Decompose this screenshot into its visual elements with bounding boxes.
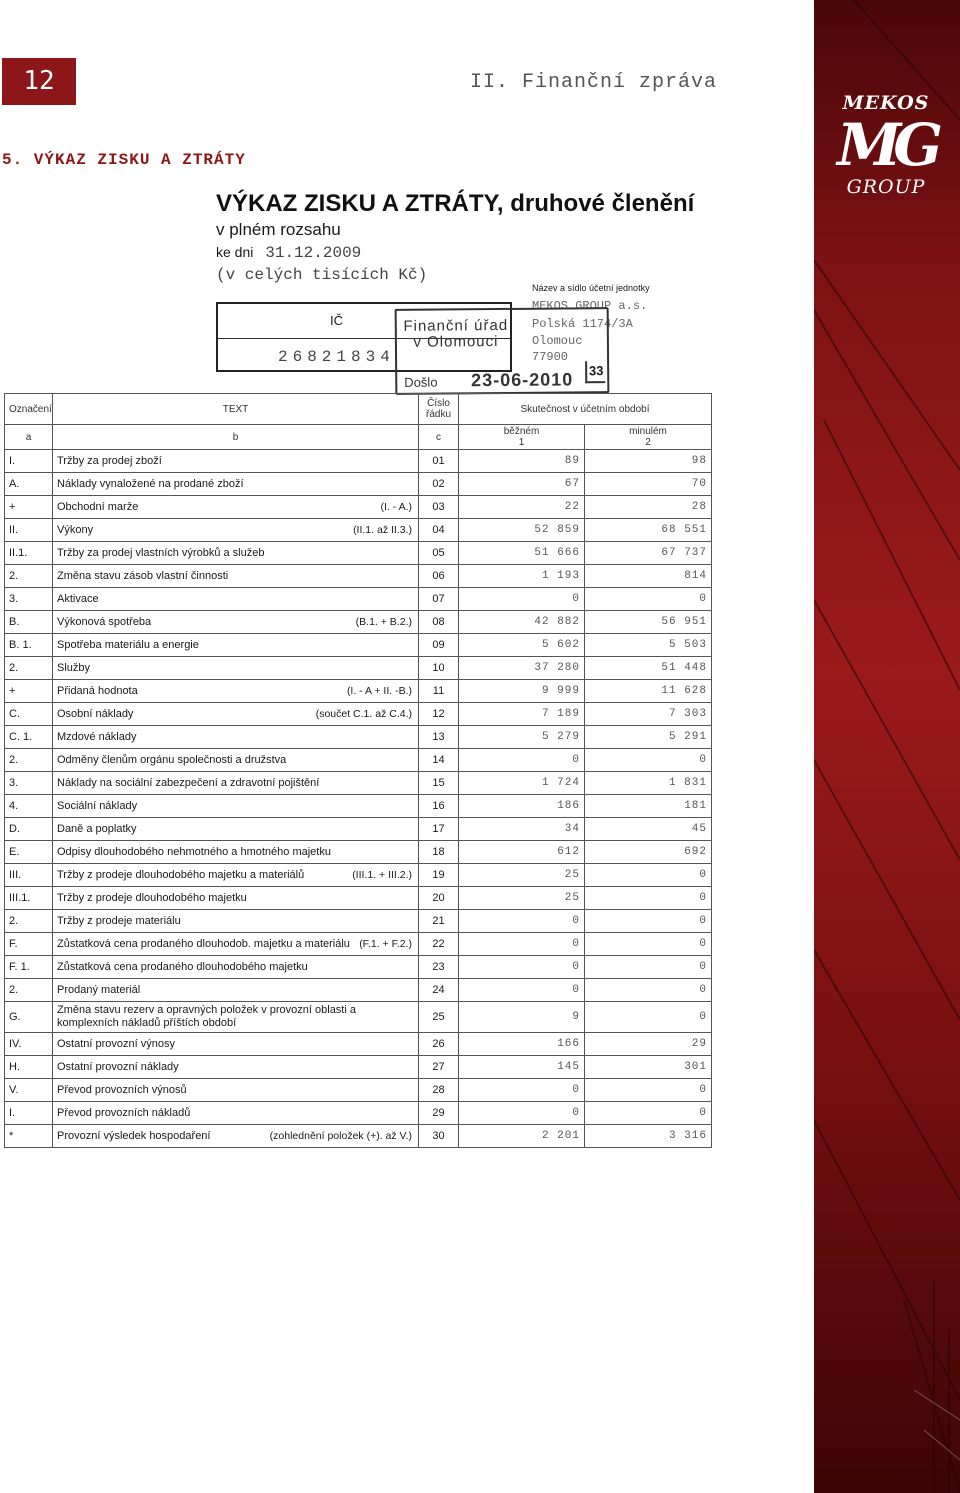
- row-current-value: 0: [459, 956, 585, 979]
- row-previous-value: 0: [585, 933, 712, 956]
- row-number: 30: [419, 1125, 459, 1148]
- row-designation: E.: [5, 841, 53, 864]
- header-col-1: 1: [518, 437, 525, 448]
- table-row: [5, 1079, 712, 1102]
- table-row: [5, 473, 712, 496]
- row-current-value: 51 666: [459, 542, 585, 565]
- row-label: Tržby z prodeje dlouhodobého majetku: [57, 892, 247, 904]
- entity-name: MEKOS GROUP a.s.: [532, 299, 648, 313]
- row-text: [53, 565, 419, 588]
- row-text: [53, 1125, 419, 1148]
- header-actual: Skutečnost v účetním období: [459, 394, 712, 425]
- row-formula: (F.1. + F.2.): [359, 938, 412, 950]
- row-text: [53, 864, 419, 887]
- row-current-value: 25: [459, 887, 585, 910]
- row-text: [53, 772, 419, 795]
- row-previous-value: 5 503: [585, 634, 712, 657]
- row-label: Provozní výsledek hospodaření: [57, 1130, 211, 1142]
- row-text: [53, 749, 419, 772]
- row-designation: IV.: [5, 1033, 53, 1056]
- row-label: Výkonová spotřeba: [57, 616, 152, 628]
- row-designation: I.: [5, 450, 53, 473]
- row-number: 29: [419, 1102, 459, 1125]
- row-text: [53, 910, 419, 933]
- row-current-value: 612: [459, 841, 585, 864]
- row-previous-value: 0: [585, 1002, 712, 1033]
- row-number: 12: [419, 703, 459, 726]
- row-number: 16: [419, 795, 459, 818]
- row-formula: (B.1. + B.2.): [355, 616, 412, 628]
- row-number: 07: [419, 588, 459, 611]
- row-number: 02: [419, 473, 459, 496]
- row-previous-value: 692: [585, 841, 712, 864]
- row-text: [53, 611, 419, 634]
- row-previous-value: 56 951: [585, 611, 712, 634]
- row-number: 15: [419, 772, 459, 795]
- row-designation: 2.: [5, 749, 53, 772]
- report-unit: (v celých tisících Kč): [216, 266, 428, 284]
- table-row: [5, 956, 712, 979]
- row-previous-value: 51 448: [585, 657, 712, 680]
- row-label: Spotřeba materiálu a energie: [57, 639, 199, 651]
- row-label: Mzdové náklady: [57, 731, 137, 743]
- table-row: [5, 772, 712, 795]
- row-label: Sociální náklady: [57, 800, 138, 812]
- row-designation: D.: [5, 818, 53, 841]
- row-previous-value: 67 737: [585, 542, 712, 565]
- row-current-value: 89: [459, 450, 585, 473]
- row-previous-value: 0: [585, 588, 712, 611]
- row-designation: F.: [5, 933, 53, 956]
- row-previous-value: 0: [585, 910, 712, 933]
- row-previous-value: 181: [585, 795, 712, 818]
- row-previous-value: 0: [585, 1079, 712, 1102]
- row-number: 01: [419, 450, 459, 473]
- row-text: [53, 726, 419, 749]
- row-number: 20: [419, 887, 459, 910]
- row-previous-value: 0: [585, 749, 712, 772]
- row-number: 05: [419, 542, 459, 565]
- row-previous-value: 0: [585, 956, 712, 979]
- table-row: [5, 841, 712, 864]
- date-value: 31.12.2009: [265, 244, 362, 262]
- row-label: Daně a poplatky: [57, 823, 137, 835]
- row-label: Změna stavu rezerv a opravných položek v provozní oblasti a komplexních nákladů příštích období: [57, 1004, 356, 1029]
- row-current-value: 166: [459, 1033, 585, 1056]
- row-designation: I.: [5, 1102, 53, 1125]
- entity-heading: Název a sídlo účetní jednotky: [532, 283, 650, 293]
- row-text: [53, 887, 419, 910]
- row-number: 25: [419, 1002, 459, 1033]
- row-label: Náklady na sociální zabezpečení a zdravotní pojištění: [57, 777, 320, 789]
- row-formula: (součet C.1. až C.4.): [315, 708, 412, 720]
- row-designation: 2.: [5, 910, 53, 933]
- tax-office-stamp: [395, 307, 610, 395]
- row-designation: B. 1.: [5, 634, 53, 657]
- row-designation: +: [5, 680, 53, 703]
- table-row: [5, 726, 712, 749]
- row-formula: (I. - A + II. -B.): [346, 685, 412, 697]
- row-previous-value: 814: [585, 565, 712, 588]
- table-row: [5, 450, 712, 473]
- section-title: 5. VÝKAZ ZISKU A ZTRÁTY: [2, 151, 246, 169]
- date-label: ke dni: [216, 244, 254, 260]
- table-row: [5, 588, 712, 611]
- row-current-value: 0: [459, 1079, 585, 1102]
- row-label: Výkony: [57, 524, 94, 536]
- row-previous-value: 7 303: [585, 703, 712, 726]
- row-label: Přidaná hodnota: [57, 685, 138, 697]
- entity-city: Olomouc: [532, 334, 583, 348]
- report-date: [216, 244, 361, 262]
- row-text: [53, 519, 419, 542]
- table-row: [5, 864, 712, 887]
- entity-street: Polská 1174/3A: [532, 317, 633, 331]
- row-current-value: 5 279: [459, 726, 585, 749]
- row-formula: (II.1. až II.3.): [353, 524, 412, 536]
- row-previous-value: 0: [585, 979, 712, 1002]
- table-row: [5, 1056, 712, 1079]
- row-label: Ostatní provozní výnosy: [57, 1038, 175, 1050]
- row-designation: II.1.: [5, 542, 53, 565]
- row-previous-value: 29: [585, 1033, 712, 1056]
- row-formula: (zohlednění položek (+). až V.): [269, 1130, 412, 1142]
- row-text: [53, 795, 419, 818]
- row-designation: 4.: [5, 795, 53, 818]
- row-label: Tržby z prodeje materiálu: [57, 915, 181, 927]
- table-row: [5, 657, 712, 680]
- logo-bottom-text: GROUP: [846, 176, 926, 198]
- row-current-value: 0: [459, 910, 585, 933]
- row-current-value: 0: [459, 1102, 585, 1125]
- entity-zip: 77900: [532, 350, 569, 364]
- row-label: Osobní náklady: [57, 708, 134, 720]
- table-row: [5, 933, 712, 956]
- header-current: [459, 425, 585, 450]
- row-label: Náklady vynaložené na prodané zboží: [57, 478, 244, 490]
- row-designation: V.: [5, 1079, 53, 1102]
- row-text: [53, 818, 419, 841]
- row-current-value: 34: [459, 818, 585, 841]
- row-designation: 3.: [5, 772, 53, 795]
- row-current-value: 9 999: [459, 680, 585, 703]
- mekos-group-logo: [830, 92, 942, 222]
- row-previous-value: 68 551: [585, 519, 712, 542]
- row-designation: G.: [5, 1002, 53, 1033]
- row-previous-value: 70: [585, 473, 712, 496]
- row-number: 09: [419, 634, 459, 657]
- stamp-office-name: Finanční úřad v Olomouci: [403, 316, 509, 351]
- row-designation: +: [5, 496, 53, 519]
- row-number: 18: [419, 841, 459, 864]
- row-designation: B.: [5, 611, 53, 634]
- logo-top-text: MEKOS: [842, 92, 930, 114]
- row-number: 17: [419, 818, 459, 841]
- row-current-value: 0: [459, 588, 585, 611]
- row-current-value: 52 859: [459, 519, 585, 542]
- table-row: [5, 910, 712, 933]
- row-number: 06: [419, 565, 459, 588]
- row-text: [53, 1033, 419, 1056]
- header-current-label: běžném: [503, 426, 540, 437]
- row-current-value: 0: [459, 749, 585, 772]
- row-previous-value: 301: [585, 1056, 712, 1079]
- row-number: 23: [419, 956, 459, 979]
- row-formula: (I. - A.): [380, 501, 412, 513]
- header-col-c: c: [419, 425, 459, 450]
- ico-label: IČ: [330, 313, 343, 328]
- header-col-b: b: [53, 425, 419, 450]
- row-previous-value: 11 628: [585, 680, 712, 703]
- row-designation: III.: [5, 864, 53, 887]
- row-current-value: 42 882: [459, 611, 585, 634]
- row-text: [53, 703, 419, 726]
- table-row: [5, 496, 712, 519]
- row-current-value: 5 602: [459, 634, 585, 657]
- decorative-sidebar: [814, 0, 960, 1493]
- row-text: [53, 680, 419, 703]
- row-current-value: 1 193: [459, 565, 585, 588]
- row-text: [53, 1002, 419, 1033]
- row-text: [53, 634, 419, 657]
- row-designation: II.: [5, 519, 53, 542]
- header-previous-label: minulém: [629, 426, 667, 437]
- row-label: Tržby za prodej zboží: [57, 455, 162, 467]
- row-label: Obchodní marže: [57, 501, 139, 513]
- row-number: 21: [419, 910, 459, 933]
- row-current-value: 145: [459, 1056, 585, 1079]
- stamp-date: 23-06-2010: [471, 369, 574, 391]
- row-designation: C.: [5, 703, 53, 726]
- row-designation: F. 1.: [5, 956, 53, 979]
- row-text: [53, 1056, 419, 1079]
- table-body: [5, 450, 712, 1148]
- row-label: Tržby za prodej vlastních výrobků a služeb: [57, 547, 265, 559]
- row-current-value: 25: [459, 864, 585, 887]
- row-previous-value: 0: [585, 887, 712, 910]
- row-designation: H.: [5, 1056, 53, 1079]
- row-number: 04: [419, 519, 459, 542]
- row-previous-value: 0: [585, 864, 712, 887]
- row-label: Zůstatková cena prodaného dlouhodob. majetku a materiálu: [57, 938, 350, 950]
- row-label: Aktivace: [57, 593, 99, 605]
- row-number: 11: [419, 680, 459, 703]
- row-formula: (III.1. + III.2.): [352, 869, 412, 881]
- row-designation: *: [5, 1125, 53, 1148]
- row-text: [53, 933, 419, 956]
- row-label: Ostatní provozní náklady: [57, 1061, 179, 1073]
- row-number: 26: [419, 1033, 459, 1056]
- report-subtitle: v plném rozsahu: [216, 220, 341, 239]
- row-current-value: 1 724: [459, 772, 585, 795]
- table-row: [5, 680, 712, 703]
- header-col-a: a: [5, 425, 53, 450]
- row-label: Převod provozních nákladů: [57, 1107, 191, 1119]
- stamp-number: 33: [585, 361, 605, 383]
- row-label: Zůstatková cena prodaného dlouhodobého majetku: [57, 961, 308, 973]
- row-current-value: 67: [459, 473, 585, 496]
- row-current-value: 2 201: [459, 1125, 585, 1148]
- row-text: [53, 1079, 419, 1102]
- row-designation: 2.: [5, 979, 53, 1002]
- row-previous-value: 98: [585, 450, 712, 473]
- row-text: [53, 450, 419, 473]
- stamp-label: Došlo: [404, 374, 438, 390]
- header-text: TEXT: [53, 394, 419, 425]
- row-number: 10: [419, 657, 459, 680]
- row-label: Služby: [57, 662, 91, 674]
- row-text: [53, 496, 419, 519]
- row-current-value: 9: [459, 1002, 585, 1033]
- logo-mark: MG: [837, 111, 935, 179]
- table-row: [5, 519, 712, 542]
- header-col-2: 2: [645, 437, 651, 448]
- ico-value: 26821834: [278, 348, 395, 366]
- row-label: Změna stavu zásob vlastní činnosti: [57, 570, 229, 582]
- table-row: [5, 1102, 712, 1125]
- row-current-value: 186: [459, 795, 585, 818]
- row-designation: III.1.: [5, 887, 53, 910]
- row-designation: A.: [5, 473, 53, 496]
- table-row: [5, 611, 712, 634]
- row-text: [53, 1102, 419, 1125]
- table-row: [5, 542, 712, 565]
- row-previous-value: 3 316: [585, 1125, 712, 1148]
- row-number: 22: [419, 933, 459, 956]
- row-designation: 3.: [5, 588, 53, 611]
- row-previous-value: 45: [585, 818, 712, 841]
- row-label: Odměny členům orgánu společnosti a družstva: [57, 754, 287, 766]
- table-row: [5, 565, 712, 588]
- row-text: [53, 956, 419, 979]
- table-row: [5, 634, 712, 657]
- row-number: 19: [419, 864, 459, 887]
- header-row-number: Číslo řádku: [419, 394, 459, 425]
- row-number: 14: [419, 749, 459, 772]
- row-current-value: 7 189: [459, 703, 585, 726]
- table-row: [5, 749, 712, 772]
- table-row: [5, 887, 712, 910]
- row-designation: 2.: [5, 565, 53, 588]
- report-title: VÝKAZ ZISKU A ZTRÁTY, druhové členění: [216, 190, 695, 217]
- income-statement-table: [4, 393, 712, 1148]
- row-text: [53, 979, 419, 1002]
- chapter-title: II. Finanční zpráva: [470, 71, 718, 94]
- row-label: Převod provozních výnosů: [57, 1084, 187, 1096]
- stamp-received: [404, 369, 573, 391]
- row-text: [53, 542, 419, 565]
- row-text: [53, 657, 419, 680]
- row-current-value: 0: [459, 979, 585, 1002]
- row-previous-value: 5 291: [585, 726, 712, 749]
- row-number: 28: [419, 1079, 459, 1102]
- row-current-value: 22: [459, 496, 585, 519]
- row-label: Tržby z prodeje dlouhodobého majetku a materiálů: [57, 869, 305, 881]
- row-text: [53, 841, 419, 864]
- row-previous-value: 0: [585, 1102, 712, 1125]
- row-number: 03: [419, 496, 459, 519]
- row-number: 13: [419, 726, 459, 749]
- table-row: [5, 1033, 712, 1056]
- table-row: [5, 703, 712, 726]
- row-designation: 2.: [5, 657, 53, 680]
- header-previous: [585, 425, 712, 450]
- row-current-value: 37 280: [459, 657, 585, 680]
- table-row: [5, 1002, 712, 1033]
- table-row: [5, 795, 712, 818]
- row-current-value: 0: [459, 933, 585, 956]
- row-text: [53, 473, 419, 496]
- row-previous-value: 1 831: [585, 772, 712, 795]
- row-text: [53, 588, 419, 611]
- row-number: 08: [419, 611, 459, 634]
- row-label: Prodaný materiál: [57, 984, 141, 996]
- header-designation: Označení: [5, 394, 53, 425]
- table-row: [5, 818, 712, 841]
- row-number: 27: [419, 1056, 459, 1079]
- row-label: Odpisy dlouhodobého nehmotného a hmotného majetku: [57, 846, 331, 858]
- table-row: [5, 979, 712, 1002]
- page-number: 12: [2, 58, 76, 105]
- row-previous-value: 28: [585, 496, 712, 519]
- row-designation: C. 1.: [5, 726, 53, 749]
- table-row: [5, 1125, 712, 1148]
- row-number: 24: [419, 979, 459, 1002]
